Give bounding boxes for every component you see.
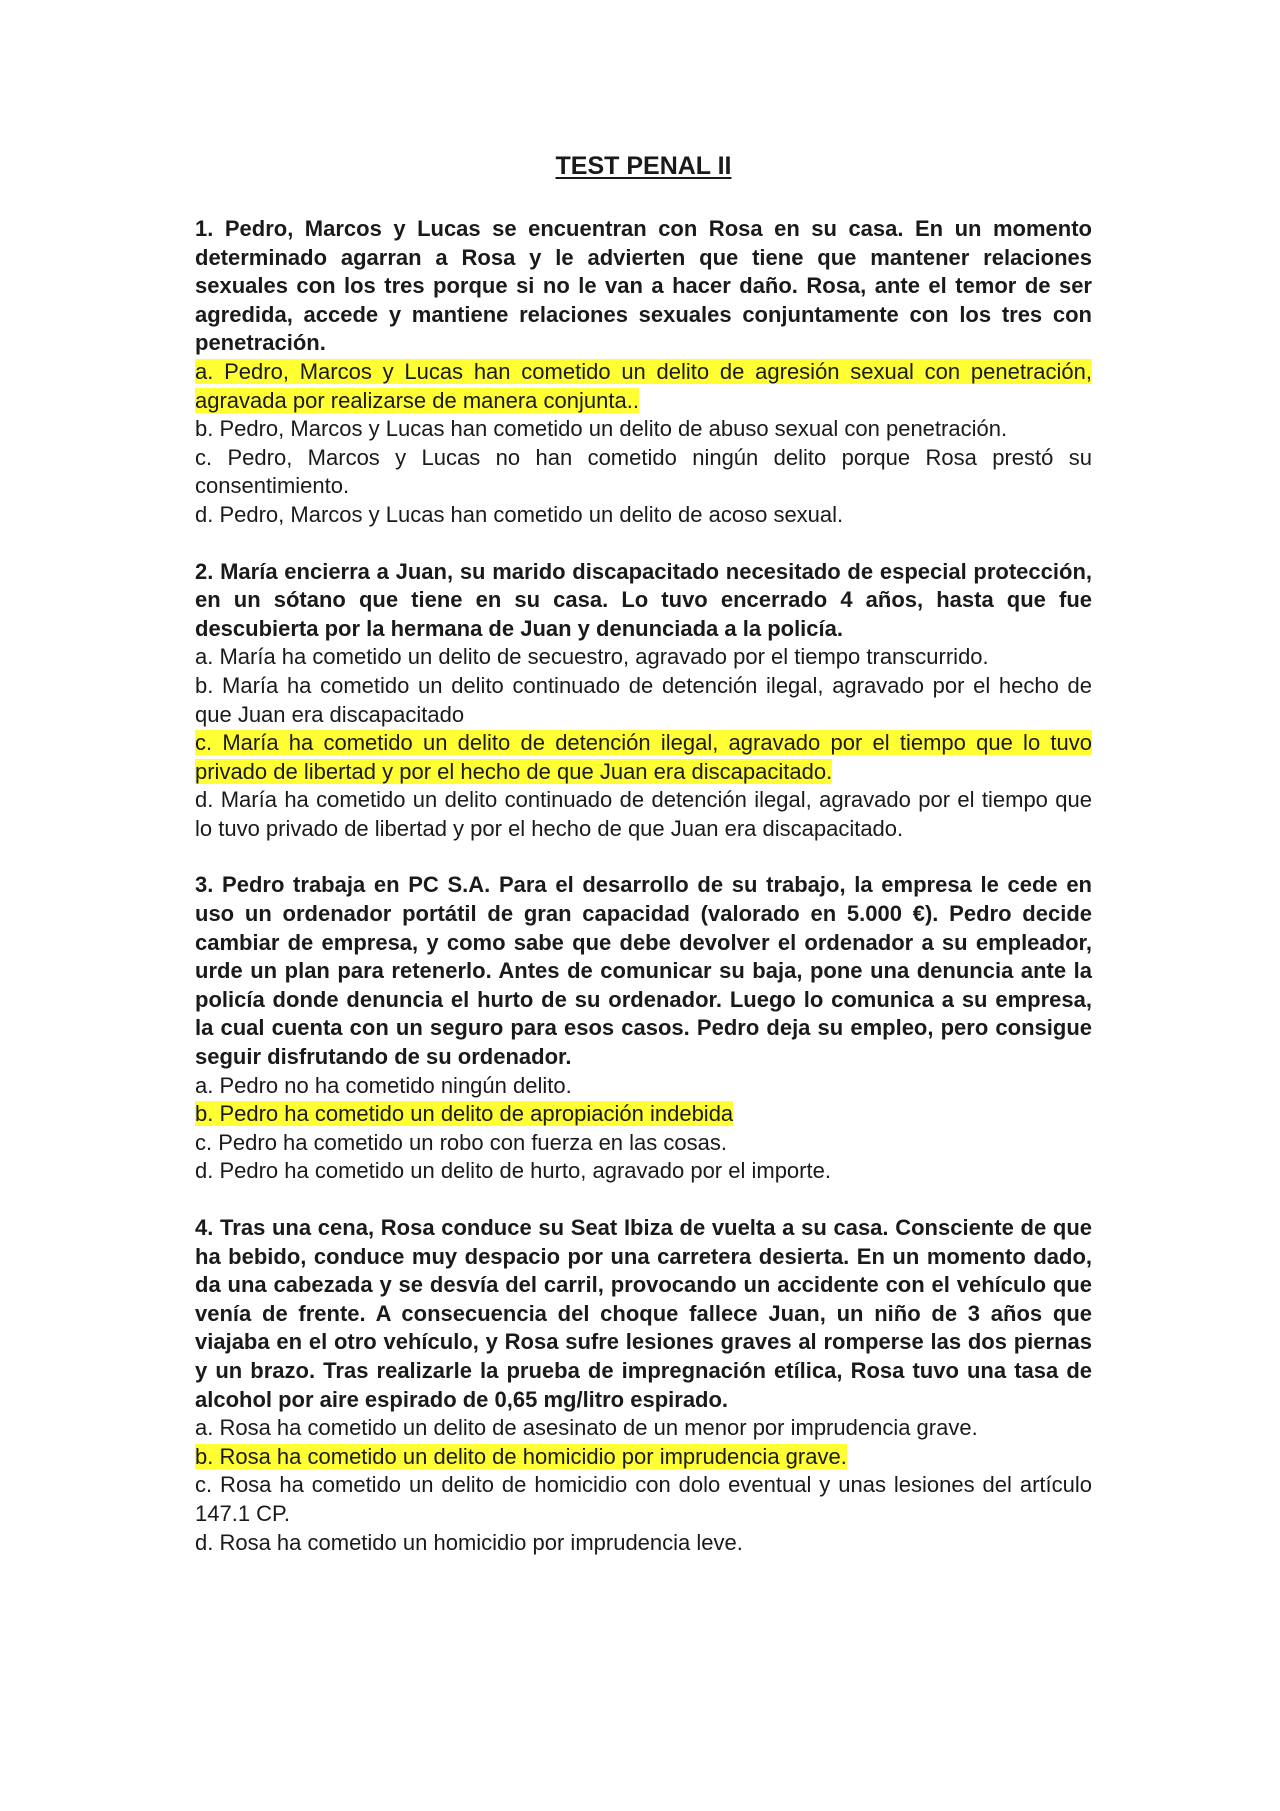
answer-option-d <box>195 501 1092 530</box>
page-title: TEST PENAL II <box>555 152 732 180</box>
answer-option-d <box>195 786 1092 843</box>
answer-text: c. María ha cometido un delito de detención ilegal, agravado por el tiempo que lo tuvo privado de libertad y por el hecho de que Juan era discapacitado. <box>195 730 1092 784</box>
answer-option-c <box>195 1129 1092 1158</box>
answer-text: a. Pedro, Marcos y Lucas han cometido un delito de agresión sexual con penetración, agravada por realizarse de manera conjunta.. <box>195 358 1092 413</box>
answer-option-d <box>195 1157 1092 1186</box>
answer-option-a <box>195 643 1092 672</box>
answer-text: d. Pedro ha cometido un delito de hurto, agravado por el importe. <box>195 1158 831 1184</box>
answer-option-b <box>195 1100 1092 1129</box>
answer-text: b. Rosa ha cometido un delito de homicidio por imprudencia grave. <box>195 1443 847 1469</box>
answer-text: d. Pedro, Marcos y Lucas han cometido un delito de acoso sexual. <box>195 501 844 527</box>
document-page <box>195 150 1092 1585</box>
answer-option-a <box>195 1414 1092 1443</box>
answer-option-c <box>195 729 1092 786</box>
question-1 <box>195 215 1092 530</box>
answer-option-a <box>195 358 1092 415</box>
answer-option-c <box>195 1471 1092 1528</box>
answer-option-b <box>195 672 1092 729</box>
answer-text: a. Pedro no ha cometido ningún delito. <box>195 1072 572 1098</box>
answer-text: b. Pedro ha cometido un delito de apropiación indebida <box>195 1101 734 1127</box>
answer-text: c. Rosa ha cometido un delito de homicidio con dolo eventual y unas lesiones del artículo 147.1 CP. <box>195 1472 1092 1526</box>
question-3 <box>195 871 1092 1186</box>
question-stem: 2. María encierra a Juan, su marido discapacitado necesitado de especial protección, en un sótano que tiene en su casa. Lo tuvo encerrado 4 años, hasta que fue descubierta por la hermana de Juan y denunciada a la policía. <box>195 558 1092 641</box>
answer-text: c. Pedro ha cometido un robo con fuerza en las cosas. <box>195 1129 727 1155</box>
answer-text: b. Pedro, Marcos y Lucas han cometido un delito de abuso sexual con penetración. <box>195 416 1008 442</box>
answer-text: a. María ha cometido un delito de secuestro, agravado por el tiempo transcurrido. <box>195 644 989 670</box>
answer-option-b <box>195 1443 1092 1472</box>
question-stem: 3. Pedro trabaja en PC S.A. Para el desarrollo de su trabajo, la empresa le cede en uso un ordenador portátil de gran capacidad (valorado en 5.000 €). Pedro decide cambiar de empresa, y como sabe que debe devolver el ordenador a su empleador, urde un plan para retenerlo. Antes de comunicar su baja, pone una denuncia ante la policía donde denuncia el hurto de su ordenador. Luego lo comunica a su empresa, la cual cuenta con un seguro para esos casos. Pedro deja su empleo, pero consigue seguir disfrutando de su ordenador. <box>195 872 1092 1070</box>
answer-text: b. María ha cometido un delito continuado de detención ilegal, agravado por el hecho de que Juan era discapacitado <box>195 672 1092 727</box>
answer-option-c <box>195 444 1092 501</box>
answer-option-d <box>195 1529 1092 1558</box>
answer-option-b <box>195 415 1092 444</box>
question-stem: 1. Pedro, Marcos y Lucas se encuentran con Rosa en su casa. En un momento determinado agarran a Rosa y le advierten que tiene que mantener relaciones sexuales con los tres porque si no le van a hacer daño. Rosa, ante el temor de ser agredida, accede y mantiene relaciones sexuales conjuntamente con los tres con penetración. <box>195 216 1092 356</box>
question-4 <box>195 1214 1092 1557</box>
question-stem: 4. Tras una cena, Rosa conduce su Seat Ibiza de vuelta a su casa. Consciente de que ha bebido, conduce muy despacio por una carretera desierta. En un momento dado, da una cabezada y se desvía del carril, provocando un accidente con el vehículo que venía de frente. A consecuencia del choque fallece Juan, un niño de 3 años que viajaba en el otro vehículo, y Rosa sufre lesiones graves al romperse las dos piernas y un brazo. Tras realizarle la prueba de impregnación etílica, Rosa tuvo una tasa de alcohol por aire espirado de 0,65 mg/litro espirado. <box>195 1215 1092 1412</box>
answer-text: d. María ha cometido un delito continuado de detención ilegal, agravado por el tiempo que lo tuvo privado de libertad y por el hecho de que Juan era discapacitado. <box>195 787 1092 841</box>
answer-option-a <box>195 1072 1092 1101</box>
answer-text: d. Rosa ha cometido un homicidio por imprudencia leve. <box>195 1529 743 1555</box>
question-2 <box>195 558 1092 844</box>
answer-text: a. Rosa ha cometido un delito de asesinato de un menor por imprudencia grave. <box>195 1415 978 1441</box>
answer-text: c. Pedro, Marcos y Lucas no han cometido ningún delito porque Rosa prestó su consentimiento. <box>195 444 1092 499</box>
